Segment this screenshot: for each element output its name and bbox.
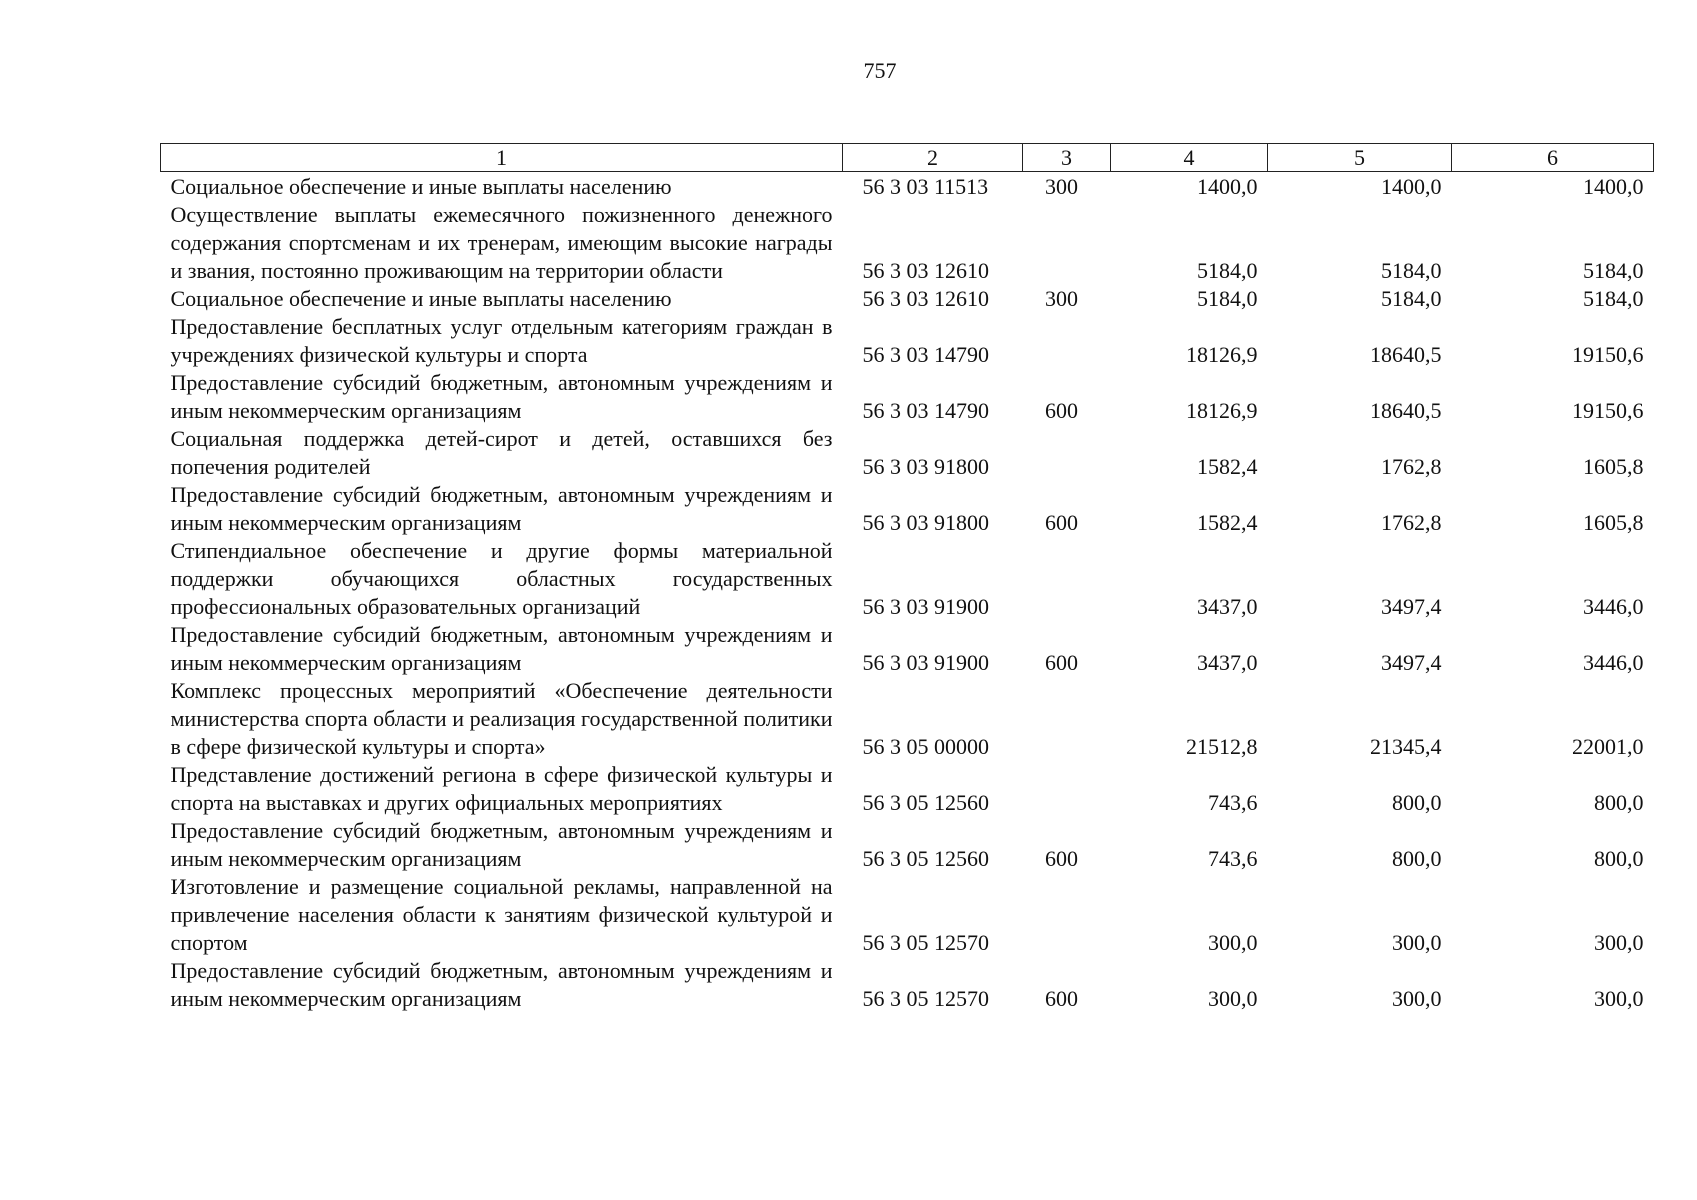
row-name: Предоставление субсидий бюджетным, автономным учреждениям и иным некоммерческим организациям [170,370,833,423]
row-value-col4: 21512,8 [1186,734,1258,759]
row-expense-type: 600 [1045,510,1078,535]
row-code: 56 3 05 00000 [862,734,989,759]
row-value-col4: 18126,9 [1186,398,1258,423]
row-name: Предоставление бесплатных услуг отдельным категориям граждан в учреждениях физической культуры и спорта [170,314,833,367]
table-row [161,621,1654,677]
row-value-col6: 300,0 [1594,986,1644,1011]
table-row [161,677,1654,761]
row-value-col6: 300,0 [1594,930,1644,955]
row-code: 56 3 03 14790 [862,342,989,367]
column-header-3: 3 [1023,144,1111,172]
row-value-col5: 18640,5 [1370,342,1442,367]
row-value-col4: 743,6 [1208,790,1258,815]
row-value-col6: 1605,8 [1583,510,1644,535]
row-name: Осуществление выплаты ежемесячного пожизненного денежного содержания спортсменам и их тренерам, имеющим высокие награды и звания, постоянно проживающим на территории области [170,202,833,283]
row-expense-type [1023,677,1111,761]
row-expense-type: 600 [1045,650,1078,675]
row-name: Изготовление и размещение социальной рекламы, направленной на привлечение населения области к занятиям физической культурой и спортом [170,874,833,955]
table-row [161,425,1654,481]
table-header [161,144,1654,172]
row-code: 56 3 03 91800 [862,510,989,535]
row-name: Социальное обеспечение и иные выплаты населению [170,174,672,199]
row-value-col5: 1400,0 [1381,174,1442,199]
page-number: 757 [863,58,897,83]
table-row [161,313,1654,369]
row-value-col6: 5184,0 [1583,286,1644,311]
row-value-col5: 5184,0 [1381,258,1442,283]
row-code: 56 3 03 14790 [862,398,989,423]
table-row [161,873,1654,957]
row-value-col6: 800,0 [1594,846,1644,871]
table-row [161,172,1654,202]
row-code: 56 3 05 12570 [862,930,989,955]
row-code: 56 3 05 12570 [862,986,989,1011]
row-expense-type: 600 [1045,398,1078,423]
row-name: Предоставление субсидий бюджетным, автономным учреждениям и иным некоммерческим организациям [170,958,833,1011]
row-value-col6: 5184,0 [1583,258,1644,283]
row-name: Представление достижений региона в сфере физической культуры и спорта на выставках и других официальных мероприятиях [170,762,833,815]
row-value-col4: 18126,9 [1186,342,1258,367]
row-value-col5: 1762,8 [1381,454,1442,479]
row-value-col5: 18640,5 [1370,398,1442,423]
row-value-col5: 21345,4 [1370,734,1442,759]
table-row [161,369,1654,425]
row-code: 56 3 03 91900 [862,650,989,675]
table-row [161,537,1654,621]
row-expense-type [1023,873,1111,957]
row-value-col6: 3446,0 [1583,594,1644,619]
row-value-col6: 22001,0 [1572,734,1644,759]
row-value-col5: 1762,8 [1381,510,1442,535]
header-row [161,144,1654,172]
row-expense-type: 300 [1045,286,1078,311]
row-expense-type [1023,201,1111,285]
row-name: Стипендиальное обеспечение и другие формы материальной поддержки обучающихся областных государственных профессиональных образовательных организаций [170,538,833,619]
row-expense-type: 600 [1045,986,1078,1011]
column-header-4: 4 [1111,144,1268,172]
row-expense-type [1023,761,1111,817]
row-value-col6: 19150,6 [1572,398,1644,423]
row-name: Социальная поддержка детей-сирот и детей, оставшихся без попечения родителей [170,426,833,479]
row-value-col5: 800,0 [1392,846,1442,871]
budget-table [160,143,1654,1013]
column-header-1: 1 [161,144,843,172]
row-code: 56 3 03 11513 [862,174,989,199]
row-value-col6: 19150,6 [1572,342,1644,367]
row-value-col4: 3437,0 [1197,594,1258,619]
row-value-col5: 300,0 [1392,930,1442,955]
row-code: 56 3 03 12610 [862,286,989,311]
row-value-col4: 5184,0 [1197,258,1258,283]
row-value-col6: 1400,0 [1583,174,1644,199]
row-expense-type: 300 [1045,174,1078,199]
row-code: 56 3 05 12560 [862,790,989,815]
row-expense-type [1023,313,1111,369]
row-value-col4: 3437,0 [1197,650,1258,675]
row-value-col4: 300,0 [1208,930,1258,955]
row-value-col4: 5184,0 [1197,286,1258,311]
row-value-col5: 5184,0 [1381,286,1442,311]
table-row [161,817,1654,873]
row-expense-type [1023,425,1111,481]
row-name: Предоставление субсидий бюджетным, автономным учреждениям и иным некоммерческим организациям [170,482,833,535]
column-header-5: 5 [1268,144,1452,172]
row-value-col5: 3497,4 [1381,650,1442,675]
row-name: Социальное обеспечение и иные выплаты населению [170,286,672,311]
table-row [161,201,1654,285]
row-code: 56 3 03 91900 [862,594,989,619]
row-name: Предоставление субсидий бюджетным, автономным учреждениям и иным некоммерческим организациям [170,622,833,675]
table-body [161,172,1654,1014]
row-value-col6: 800,0 [1594,790,1644,815]
row-value-col6: 3446,0 [1583,650,1644,675]
row-name: Комплекс процессных мероприятий «Обеспечение деятельности министерства спорта области и реализация государственной политики в сфере физической культуры и спорта» [170,678,833,759]
row-value-col5: 3497,4 [1381,594,1442,619]
table-row [161,761,1654,817]
row-code: 56 3 03 91800 [862,454,989,479]
row-expense-type: 600 [1045,846,1078,871]
row-value-col4: 300,0 [1208,986,1258,1011]
row-value-col6: 1605,8 [1583,454,1644,479]
row-value-col4: 1582,4 [1197,510,1258,535]
row-name: Предоставление субсидий бюджетным, автономным учреждениям и иным некоммерческим организациям [170,818,833,871]
row-code: 56 3 05 12560 [862,846,989,871]
column-header-6: 6 [1452,144,1654,172]
row-code: 56 3 03 12610 [862,258,989,283]
table-row [161,285,1654,313]
row-value-col4: 1400,0 [1197,174,1258,199]
row-value-col5: 800,0 [1392,790,1442,815]
row-value-col4: 743,6 [1208,846,1258,871]
table-row [161,481,1654,537]
table-row [161,957,1654,1013]
row-value-col4: 1582,4 [1197,454,1258,479]
column-header-2: 2 [843,144,1023,172]
row-expense-type [1023,537,1111,621]
row-value-col5: 300,0 [1392,986,1442,1011]
